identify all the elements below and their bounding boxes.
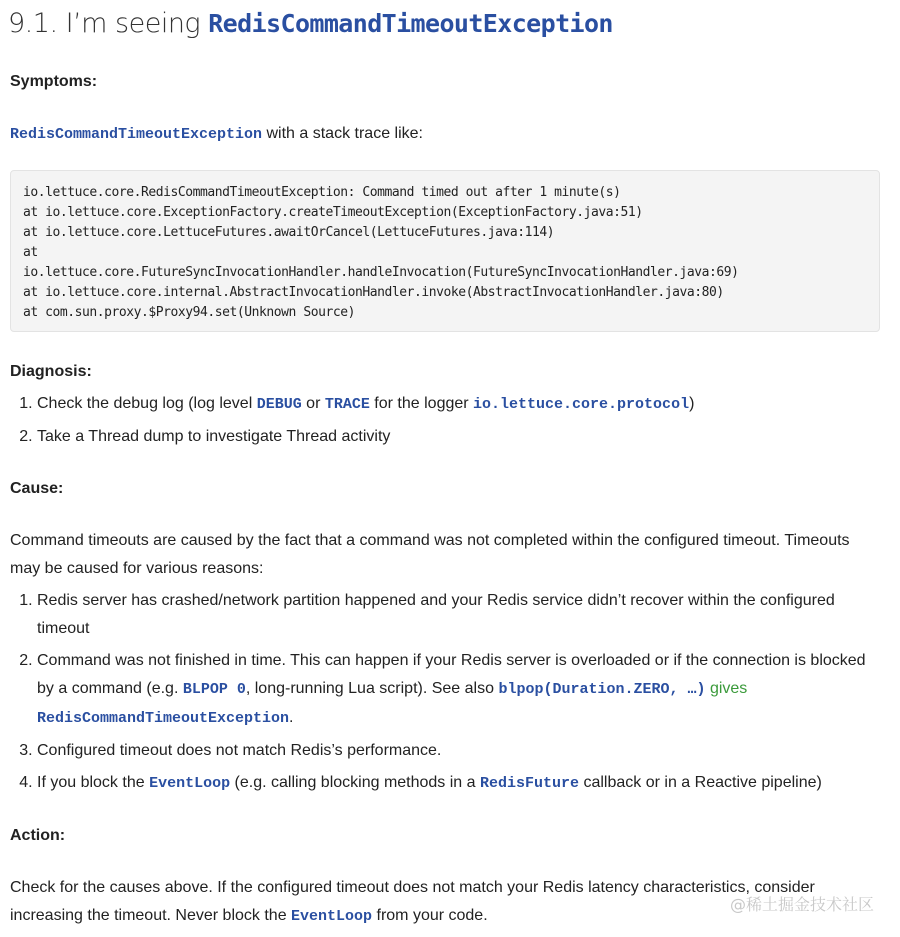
inline-code: RedisCommandTimeoutException (37, 710, 290, 727)
item-text: ) (689, 395, 695, 412)
action-text (10, 874, 845, 931)
symptoms-intro (10, 120, 423, 149)
exception-code: RedisCommandTimeoutException (10, 126, 263, 143)
item-text: or (301, 395, 325, 412)
heading-code: RedisCommandTimeoutException (208, 9, 613, 38)
stack-trace-line: at com.sun.proxy.$Proxy94.set(Unknown Source) (23, 305, 355, 320)
stack-trace-line: io.lettuce.core.RedisCommandTimeoutException: Command timed out after 1 minute(s) (23, 185, 621, 200)
inline-code: BLPOP 0 (182, 681, 246, 698)
stack-trace-line: at io.lettuce.core.internal.AbstractInvocationHandler.invoke(AbstractInvocationHandler.java:80) (23, 285, 724, 300)
heading-prefix: 9.1. I’m seeing (8, 8, 209, 39)
action-text-part: from your code. (372, 907, 488, 924)
list-item: 2. Take a Thread dump to investigate Thread activity (37, 423, 882, 451)
item-text: Check the debug log (log level (37, 395, 257, 412)
item-text: , long-running Lua script). See also (245, 680, 499, 697)
diagnosis-label: Diagnosis: (10, 363, 92, 380)
stack-trace-line: io.lettuce.core.FutureSyncInvocationHandler.handleInvocation(FutureSyncInvocationHandler.java:69) (23, 265, 739, 280)
inline-code: blpop(Duration.ZERO, …) (498, 681, 706, 698)
section-heading (8, 8, 613, 39)
stack-trace-line: at (23, 245, 38, 260)
diagnosis-list (10, 390, 882, 455)
list-item: 1. Redis server has crashed/network partition happened and your Redis service didn’t recover within the configured timeout (37, 587, 885, 643)
stack-trace-line: at io.lettuce.core.ExceptionFactory.createTimeoutException(ExceptionFactory.java:51) (23, 205, 643, 220)
list-item (37, 769, 885, 798)
gives-link[interactable]: gives (705, 680, 748, 697)
symptoms-label: Symptoms: (10, 73, 98, 90)
watermark: @稀土掘金技术社区 (729, 895, 874, 914)
item-text: callback or in a Reactive pipeline) (579, 774, 822, 791)
inline-code: EventLoop (149, 775, 231, 792)
list-item (37, 647, 885, 733)
item-text: (e.g. calling blocking methods in a (230, 774, 480, 791)
symptoms-intro-text: with a stack trace like: (262, 125, 423, 142)
action-label: Action: (10, 827, 66, 844)
item-text: Command was not finished in time. This can happen if your Redis server is overloaded or if the connection is blocked by a command (e.g. (37, 652, 866, 697)
list-item: 3. Configured timeout does not match Redis’s performance. (37, 737, 885, 765)
inline-code: TRACE (324, 396, 370, 413)
stack-trace-line: at io.lettuce.core.LettuceFutures.awaitOrCancel(LettuceFutures.java:114) (23, 225, 555, 240)
cause-list (10, 587, 885, 802)
cause-intro: Command timeouts are caused by the fact that a command was not completed within the configured timeout. Timeouts may be caused for various reasons: (10, 532, 850, 577)
stack-trace-block (10, 170, 880, 332)
inline-code: EventLoop (291, 908, 373, 925)
action-text-part: Check for the causes above. If the configured timeout does not match your Redis latency characteristics, consider increasing the timeout. Never block the (10, 879, 815, 924)
item-text: . (289, 709, 294, 726)
inline-code: DEBUG (256, 396, 302, 413)
cause-label: Cause: (10, 480, 64, 497)
inline-code: io.lettuce.core.protocol (473, 396, 690, 413)
item-text: for the logger (369, 395, 474, 412)
inline-code: RedisFuture (480, 775, 580, 792)
list-item (37, 390, 882, 419)
item-text: If you block the (37, 774, 150, 791)
